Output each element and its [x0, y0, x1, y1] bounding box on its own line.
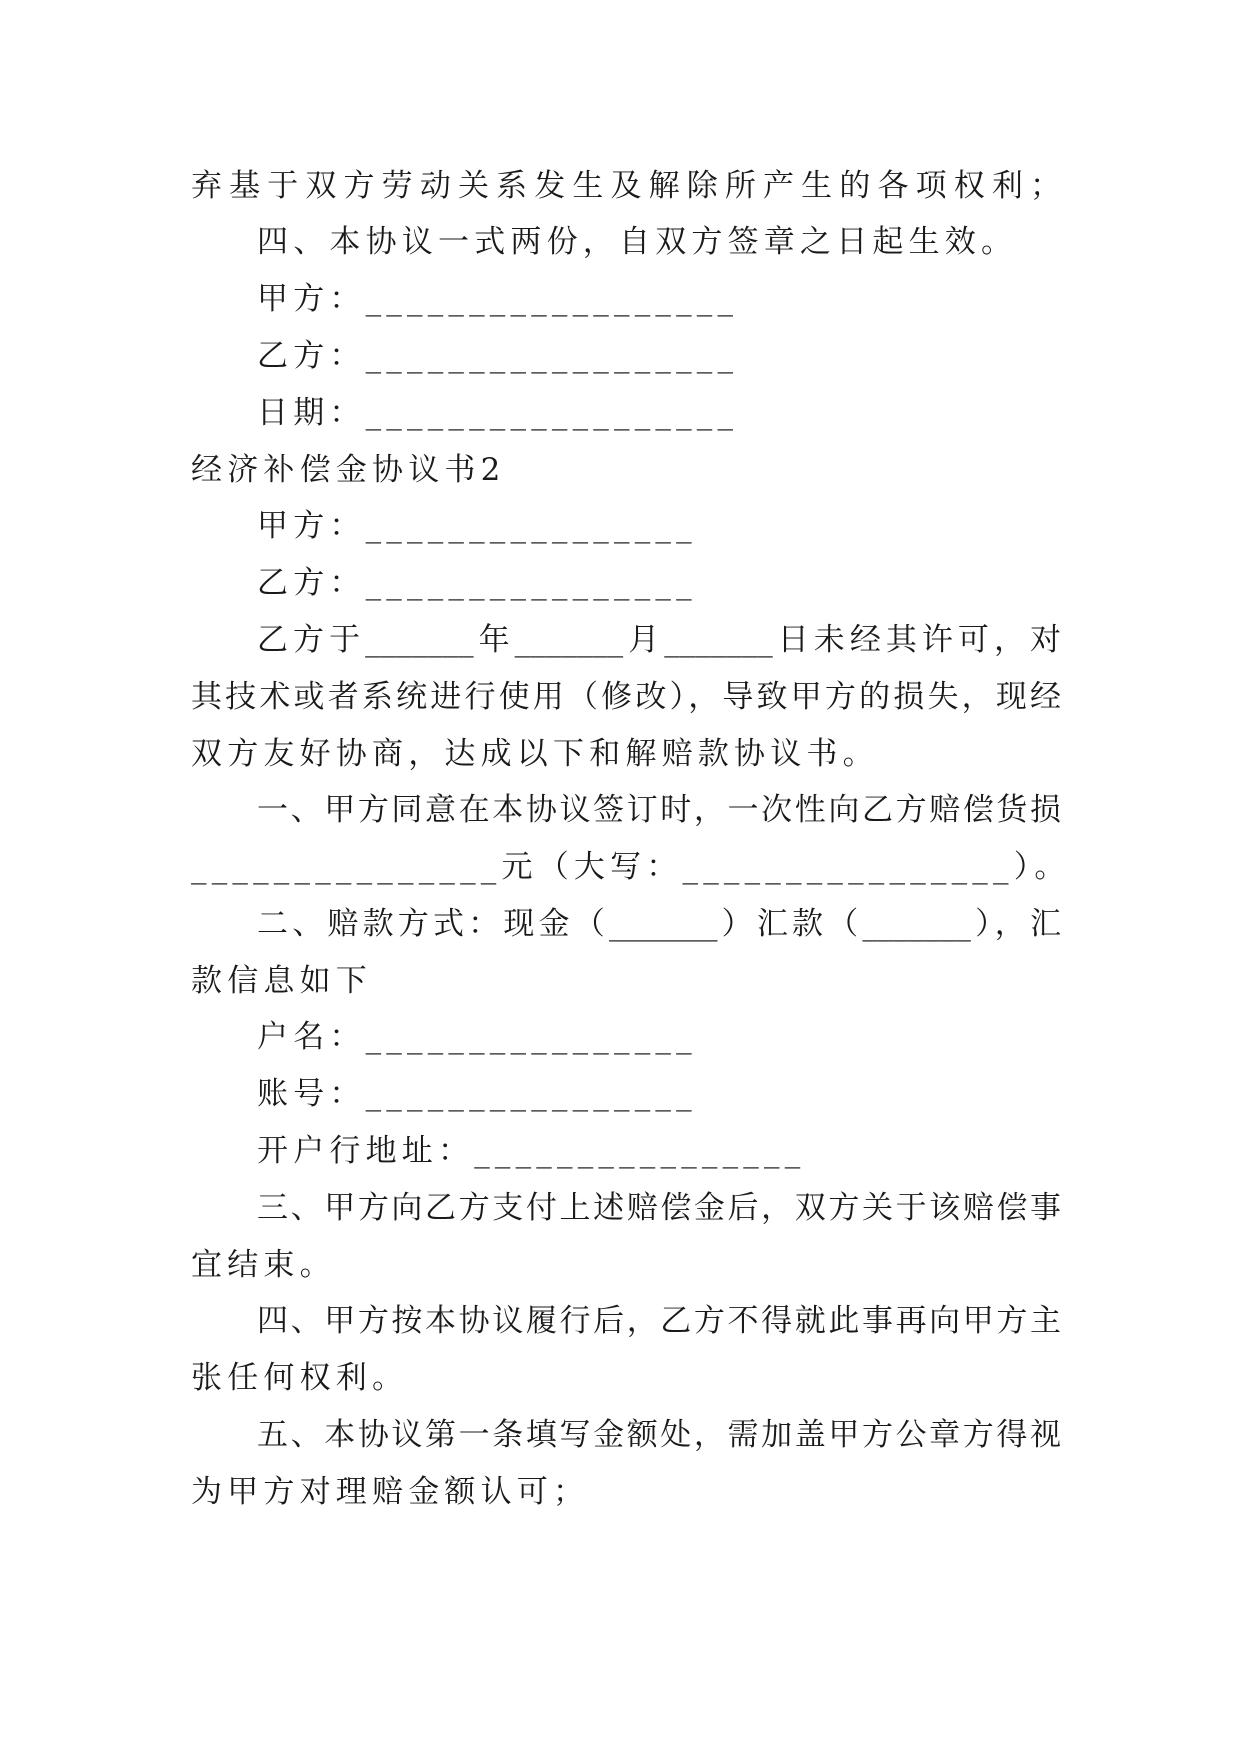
paragraph-line: 宜结束。: [191, 1247, 336, 1283]
paragraph-line: 其技术或者系统进行使用（修改），导致甲方的损失，现经: [191, 679, 1061, 715]
paragraph-line: 双方友好协商，达成以下和解赔款协议书。: [191, 736, 879, 772]
clause-2-line: 二、赔款方式：现金（_______）汇款（_______），汇: [257, 906, 1061, 942]
bank-address-field: 开户行地址：________________: [257, 1133, 806, 1169]
party-b-signature-field: 乙方：__________________: [257, 338, 739, 374]
document-title: 经济补偿金协议书2: [191, 452, 506, 488]
clause-4-line: 四、甲方按本协议履行后，乙方不得就此事再向甲方主: [257, 1303, 1061, 1339]
paragraph-line: 张任何权利。: [191, 1360, 409, 1396]
party-b-field: 乙方：________________: [257, 565, 697, 601]
paragraph-line: 为甲方对理赔金额认可；: [191, 1474, 590, 1510]
paragraph-line: 乙方于_______年_______月_______日未经其许可，对: [257, 622, 1061, 658]
party-a-signature-field: 甲方：__________________: [257, 281, 739, 317]
paragraph-line: 款信息如下: [191, 963, 372, 999]
account-name-field: 户名：________________: [257, 1019, 697, 1055]
account-number-field: 账号：________________: [257, 1076, 697, 1112]
clause-1-amount-line: _______________元（大写：________________）。: [191, 849, 1071, 885]
paragraph-line: 弃基于双方劳动关系发生及解除所产生的各项权利；: [191, 168, 1061, 204]
date-field: 日期：__________________: [257, 395, 739, 431]
clause-4-effective: 四、本协议一式两份，自双方签章之日起生效。: [257, 224, 1018, 260]
clause-1-line: 一、甲方同意在本协议签订时，一次性向乙方赔偿货损: [257, 792, 1061, 828]
clause-3-line: 三、甲方向乙方支付上述赔偿金后，双方关于该赔偿事: [257, 1190, 1061, 1226]
clause-5-line: 五、本协议第一条填写金额处，需加盖甲方公章方得视: [257, 1417, 1061, 1453]
party-a-field: 甲方：________________: [257, 508, 697, 544]
